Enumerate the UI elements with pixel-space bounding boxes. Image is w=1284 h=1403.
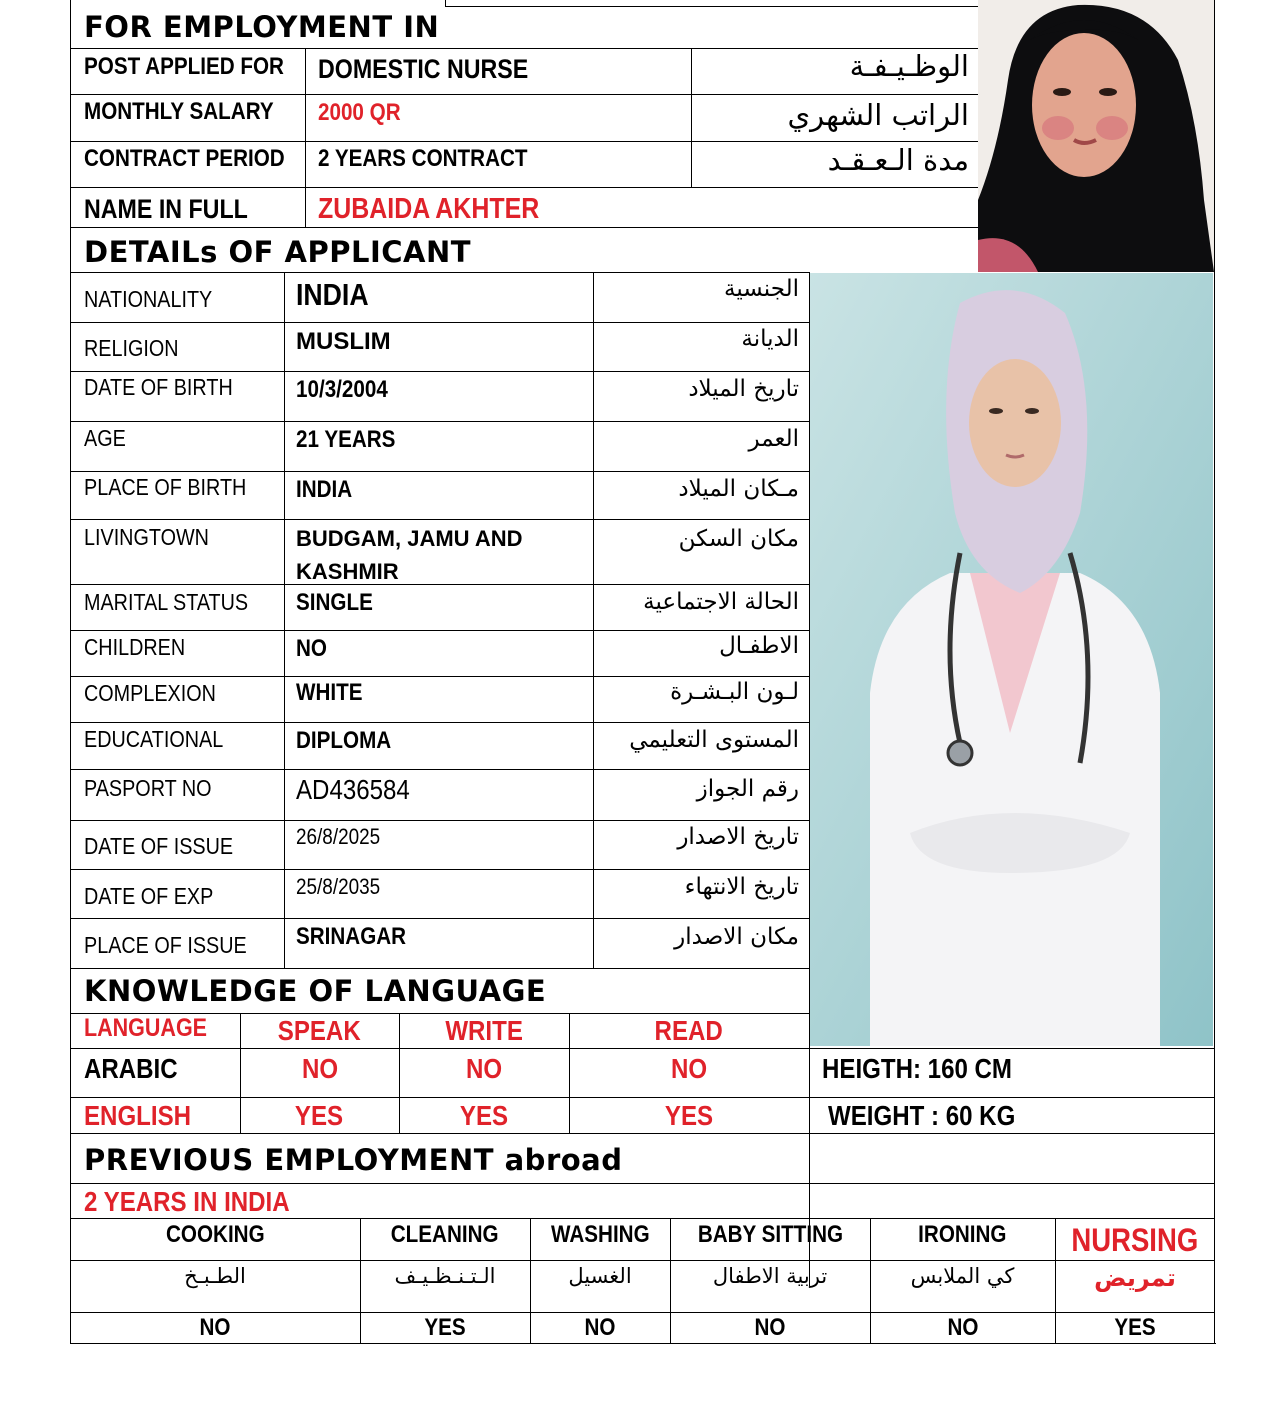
skill-babysitting-arabic: تربية الاطفال xyxy=(712,1264,828,1288)
skill-ironing-value: NO xyxy=(947,1314,978,1341)
contract-label: CONTRACT PERIOD xyxy=(84,145,285,172)
lang-english-speak: YES xyxy=(295,1100,344,1131)
expiry-arabic: تاريخ الانتهاء xyxy=(684,874,799,900)
education-value: DIPLOMA xyxy=(296,727,392,754)
lang-english-read: YES xyxy=(664,1100,714,1131)
post-arabic: الوظـيـفـة xyxy=(849,49,969,83)
issue-place-value: SRINAGAR xyxy=(296,923,407,950)
lang-arabic-read: NO xyxy=(670,1053,708,1084)
children-value: NO xyxy=(296,635,327,662)
pob-label: PLACE OF BIRTH xyxy=(84,474,247,500)
nationality-label: NATIONALITY xyxy=(84,286,213,312)
nationality-arabic: الجنسية xyxy=(724,276,799,302)
skill-cleaning-arabic: الـتـنـظـيـف xyxy=(394,1264,496,1288)
complexion-label: COMPLEXION xyxy=(84,680,216,706)
children-arabic: الاطفـال xyxy=(719,633,799,659)
children-label: CHILDREN xyxy=(84,634,186,660)
nationality-value: INDIA xyxy=(296,277,369,312)
age-arabic: العمر xyxy=(748,426,799,452)
complexion-arabic: لـون البـشـرة xyxy=(670,679,799,705)
skill-babysitting-value: NO xyxy=(754,1314,786,1341)
lang-arabic: ARABIC xyxy=(84,1053,178,1084)
skill-washing-value: NO xyxy=(584,1314,616,1341)
education-label: EDUCATIONAL xyxy=(84,726,224,752)
issue-place-label: PLACE OF ISSUE xyxy=(84,932,247,958)
skill-washing-label: WASHING xyxy=(550,1221,650,1248)
issue-date-label: DATE OF ISSUE xyxy=(84,833,234,859)
lang-header-read: READ xyxy=(654,1015,724,1046)
name-label: NAME IN FULL xyxy=(84,194,248,224)
lang-header-write: WRITE xyxy=(445,1015,523,1046)
expiry-label: DATE OF EXP xyxy=(84,883,214,909)
skill-cleaning-label: CLEANING xyxy=(391,1221,499,1248)
lang-arabic-write: NO xyxy=(465,1053,503,1084)
expiry-value: 25/8/2035 xyxy=(296,874,381,899)
employment-title: FOR EMPLOYMENT IN xyxy=(84,10,440,44)
issue-date-arabic: تاريخ الاصدار xyxy=(677,824,799,850)
lang-english-write: YES xyxy=(459,1100,509,1131)
pob-value: INDIA xyxy=(296,476,353,503)
previous-detail: 2 YEARS IN INDIA xyxy=(84,1186,290,1217)
dob-value: 10/3/2004 xyxy=(296,376,388,403)
post-label: POST APPLIED FOR xyxy=(84,53,284,80)
skill-nursing-arabic: تمريض xyxy=(1094,1264,1176,1292)
passport-label: PASPORT NO xyxy=(84,775,212,801)
marital-arabic: الحالة الاجتماعية xyxy=(643,589,799,615)
marital-label: MARITAL STATUS xyxy=(84,589,249,615)
lang-header-language: LANGUAGE xyxy=(84,1014,208,1042)
salary-arabic: الراتب الشهري xyxy=(787,98,969,132)
skill-cooking-value: NO xyxy=(199,1314,231,1341)
religion-label: RELIGION xyxy=(84,335,179,361)
passport-arabic: رقم الجواز xyxy=(696,776,799,802)
applicant-full-photo xyxy=(810,273,1213,1046)
contract-value: 2 YEARS CONTRACT xyxy=(318,145,528,172)
salary-value: 2000 QR xyxy=(318,99,401,126)
name-value: ZUBAIDA AKHTER xyxy=(318,193,540,225)
skill-babysitting-label: BABY SITTING xyxy=(697,1221,843,1248)
previous-title: PREVIOUS EMPLOYMENT abroad xyxy=(84,1143,623,1177)
skill-cooking-arabic: الطـبـخ xyxy=(184,1264,246,1288)
skill-nursing-value: YES xyxy=(1114,1314,1156,1341)
issue-place-arabic: مكان الاصدار xyxy=(674,924,799,950)
skill-ironing-label: IRONING xyxy=(918,1221,1007,1248)
livingtown-value: BUDGAM, JAMU AND xyxy=(296,526,523,551)
skill-washing-arabic: الغسيل xyxy=(568,1264,632,1288)
religion-value: MUSLIM xyxy=(296,328,391,355)
livingtown-value-line2: KASHMIR xyxy=(296,559,399,584)
religion-arabic: الديانة xyxy=(741,326,799,352)
language-title: KNOWLEDGE OF LANGUAGE xyxy=(84,974,547,1008)
height-value: HEIGTH: 160 CM xyxy=(822,1053,1013,1084)
skill-cleaning-value: YES xyxy=(424,1314,466,1341)
dob-label: DATE OF BIRTH xyxy=(84,374,233,400)
lang-arabic-speak: NO xyxy=(301,1053,338,1084)
age-label: AGE xyxy=(84,425,126,451)
skill-nursing-label: NURSING xyxy=(1071,1222,1199,1258)
skill-ironing-arabic: كي الملابس xyxy=(910,1264,1015,1288)
weight-value: WEIGHT : 60 KG xyxy=(828,1100,1016,1131)
issue-date-value: 26/8/2025 xyxy=(296,824,381,849)
lang-header-speak: SPEAK xyxy=(278,1015,361,1046)
contract-arabic: مدة الـعـقـد xyxy=(827,143,969,177)
skill-cooking-label: COOKING xyxy=(165,1221,265,1248)
complexion-value: WHITE xyxy=(296,679,363,706)
education-arabic: المستوى التعليمي xyxy=(629,727,799,753)
age-value: 21 YEARS xyxy=(296,426,396,453)
pob-arabic: مـكان الميلاد xyxy=(678,476,799,502)
lang-english: ENGLISH xyxy=(84,1100,192,1131)
passport-photo xyxy=(978,0,1214,272)
livingtown-arabic: مكان السكن xyxy=(678,526,799,552)
livingtown-label: LIVINGTOWN xyxy=(84,524,209,550)
post-value: DOMESTIC NURSE xyxy=(318,54,529,84)
details-title: DETAILs OF APPLICANT xyxy=(84,235,472,269)
passport-value: AD436584 xyxy=(296,774,410,805)
salary-label: MONTHLY SALARY xyxy=(84,98,274,125)
marital-value: SINGLE xyxy=(296,589,373,616)
dob-arabic: تاريخ الميلاد xyxy=(688,376,799,402)
